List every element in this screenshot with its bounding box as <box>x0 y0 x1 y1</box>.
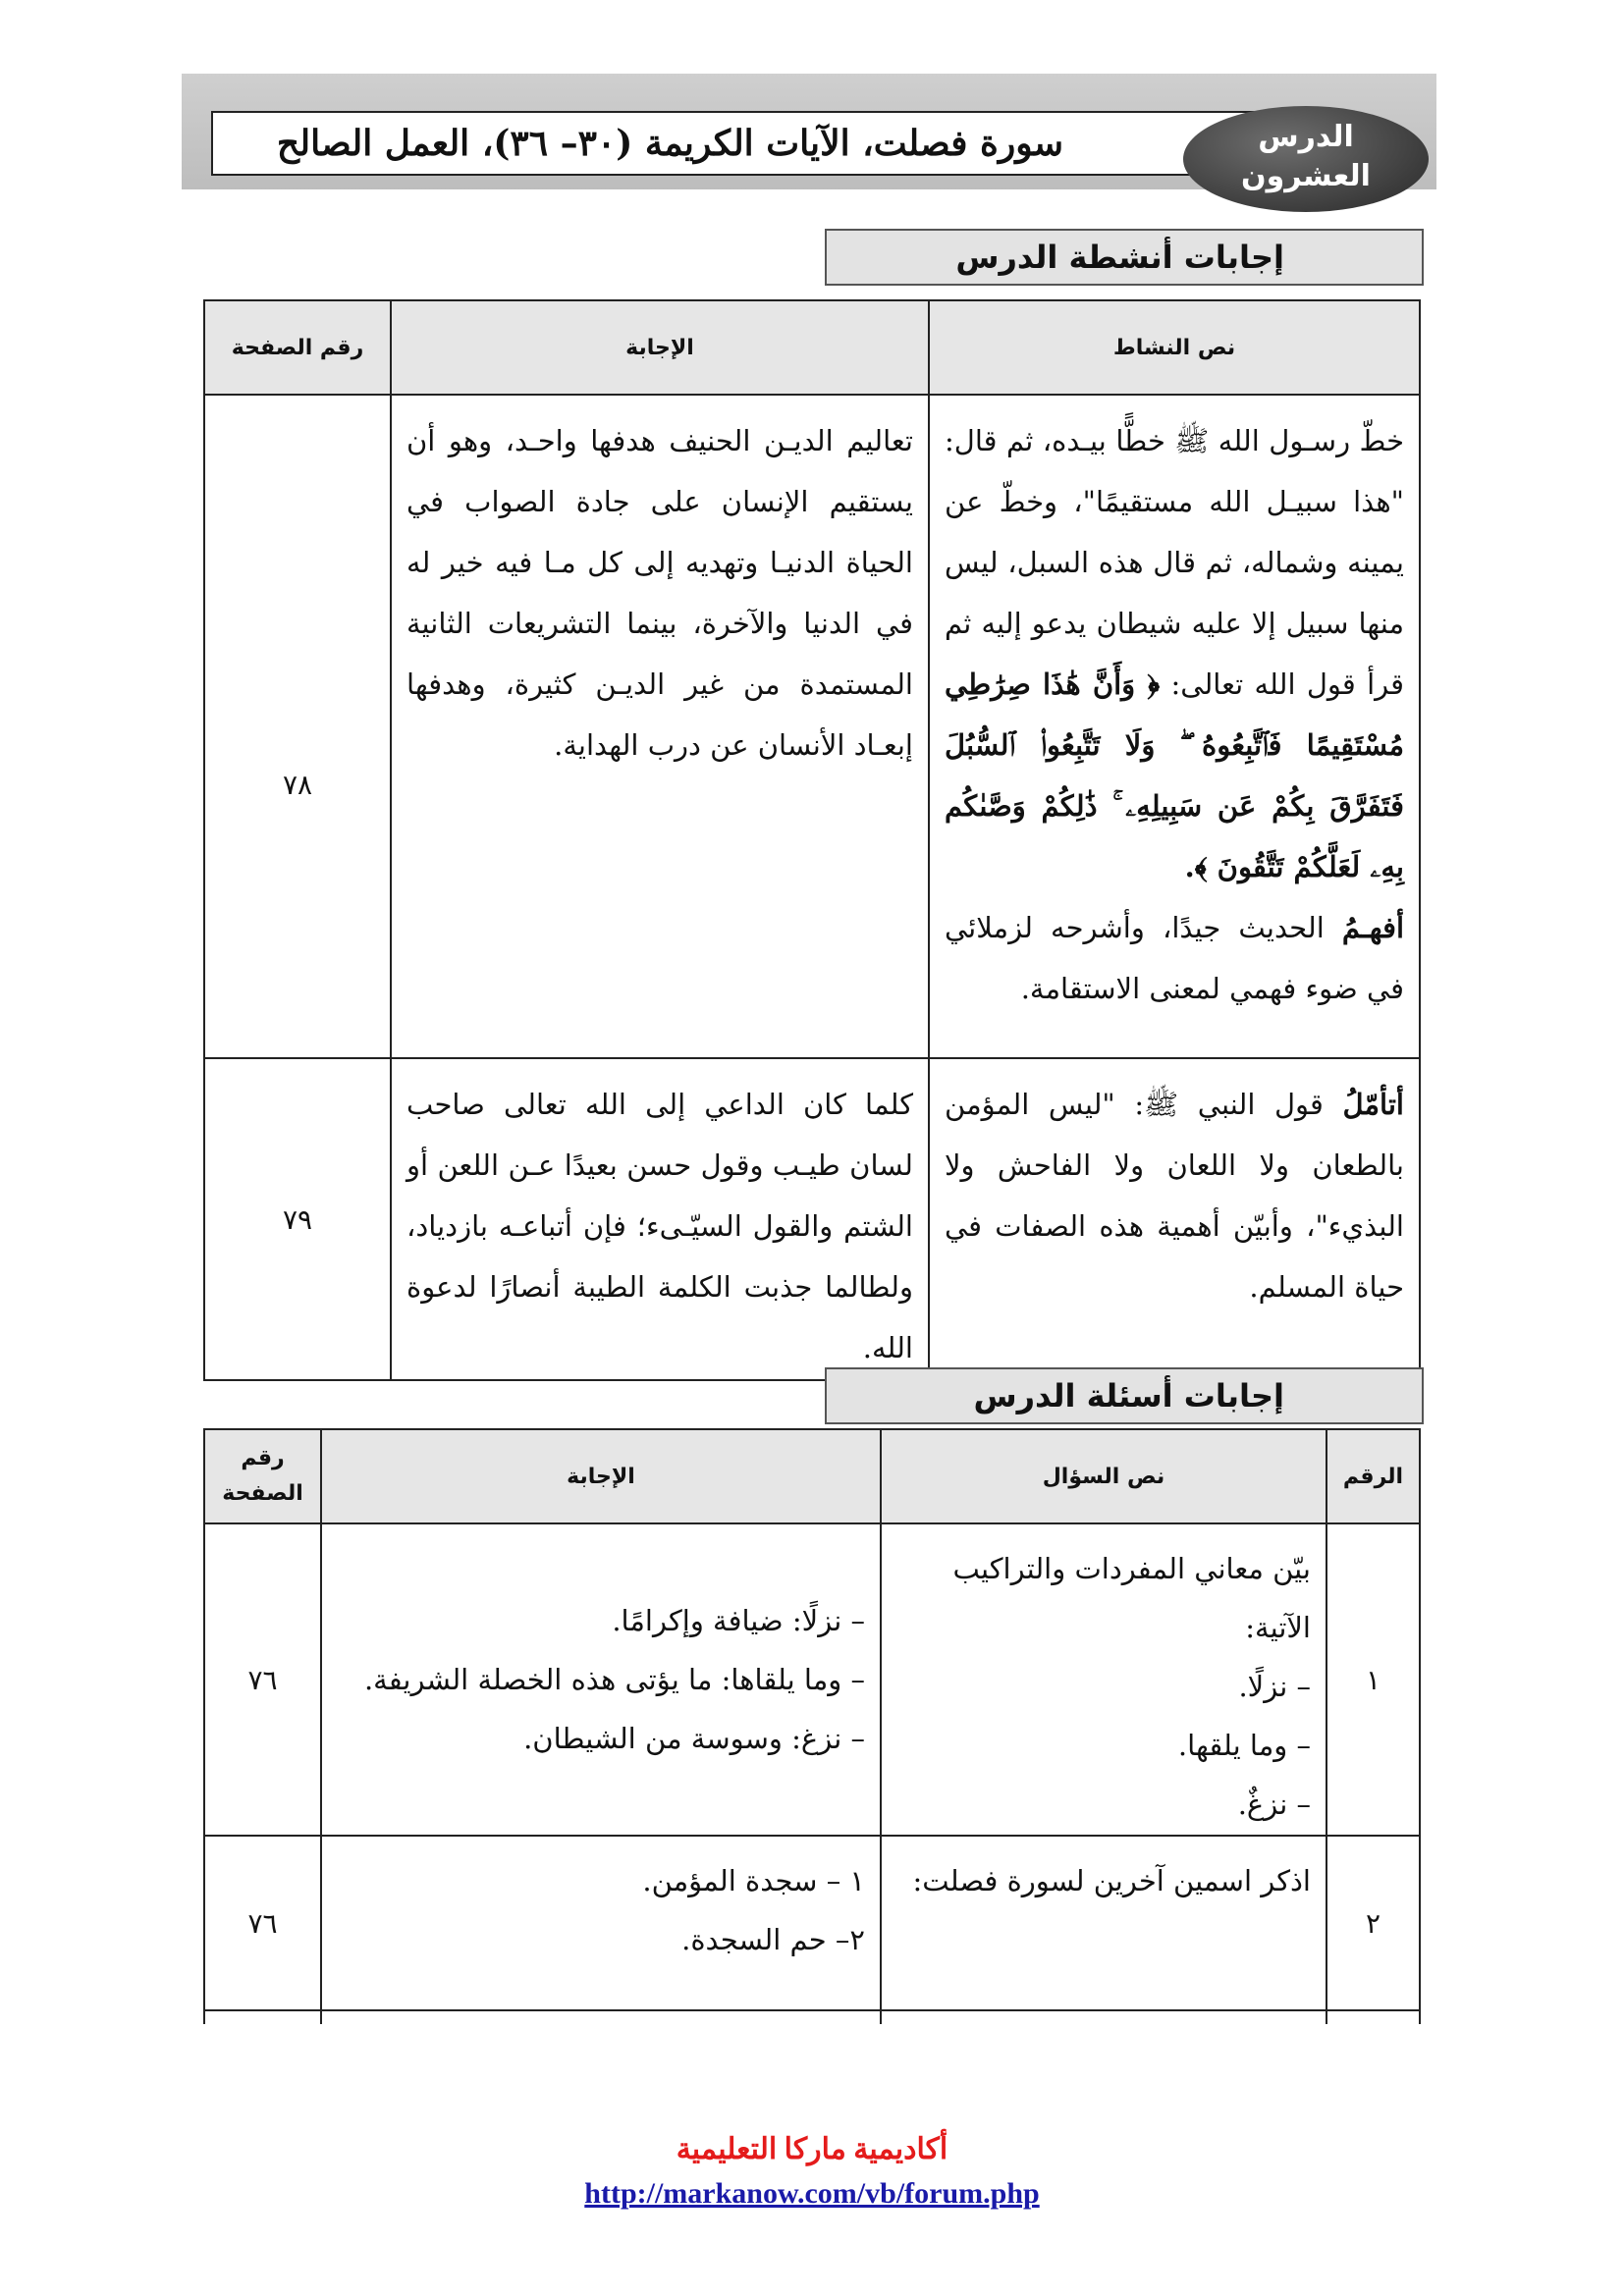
table-row <box>204 1523 1420 1836</box>
question-line: – نزلًا. <box>1238 1670 1311 1703</box>
question-line: – نزغٌ. <box>1237 1788 1311 1821</box>
question-number: ١ <box>1326 1523 1420 1836</box>
activities-table <box>203 299 1421 1381</box>
lesson-title: سورة فصلت، الآيات الكريمة (٣٠– ٣٦)، العمل الصالح <box>276 123 1063 164</box>
col-activity: نص النشاط <box>929 300 1420 395</box>
question-line: اذكر اسمين آخرين لسورة فصلت: <box>912 1864 1311 1897</box>
activity-task: الحديث جيدًا، وأشرحه لزملائي في ضوء فهمي لمعنى الاستقامة. <box>945 911 1404 1005</box>
answer-text: كلما كان الداعي إلى الله تعالى صاحب لسان طيـب وقول حسن بعيدًا عـن اللعن أو الشتم والقول السيّـىء؛ فإن أتباعـه بازدياد، ولطالما جذبت الكلمة الطيبة أنصارًا لدعوة الله. <box>406 1088 913 1364</box>
page-number: ٧٨ <box>204 395 391 1058</box>
page-number: ٧٦ <box>204 1836 321 2010</box>
empty-cell <box>881 2010 1326 2024</box>
question-cell <box>881 1836 1326 2010</box>
footer-academy-name: أكاديمية ماركا التعليمية <box>676 2133 948 2165</box>
footer-link[interactable]: http://markanow.com/vb/forum.php <box>584 2177 1040 2210</box>
table-row <box>204 1058 1420 1380</box>
activity-task-lead: أفهـمُ <box>1341 911 1405 944</box>
empty-cell <box>321 2010 881 2024</box>
col-page: رقم الصفحة <box>204 1429 321 1523</box>
answer-cell <box>321 1836 881 2010</box>
page-number: ٧٦ <box>204 1523 321 1836</box>
badge-line-2: العشرون <box>1241 159 1371 193</box>
question-line: بيّن معاني المفردات والتراكيب الآتية: <box>952 1552 1311 1644</box>
table-row-partial <box>204 2010 1420 2024</box>
col-question: نص السؤال <box>881 1429 1326 1523</box>
col-num: الرقم <box>1326 1429 1420 1523</box>
answer-line: ١ – سجدة المؤمن. <box>642 1864 865 1897</box>
col-answer: الإجابة <box>321 1429 881 1523</box>
answer-cell <box>391 395 929 1058</box>
answer-line: – وما يلقاها: ما يؤتى هذه الخصلة الشريفة. <box>363 1663 865 1696</box>
lesson-badge <box>1183 106 1429 212</box>
answer-line: – نزلًا: ضيافة وإكرامًا. <box>612 1604 865 1637</box>
answer-text: تعاليم الديـن الحنيف هدفها واحـد، وهو أن يستقيم الإنسان على جادة الصواب في الحياة الدنيـا وتهديه إلى كل مـا فيه خير له في الدنيا والآخرة، بينما التشريعات الثانية المستمدة من غير الديـن كثيرة، وهدفها إبعـاد الأنسان عن درب الهداية. <box>406 424 913 762</box>
question-line: – وما يلقها. <box>1177 1729 1311 1762</box>
quran-verse: ﴿ وَأَنَّ هَٰذَا صِرَٰطِي مُسْتَقِيمًا فَٱتَّبِعُوهُ ۖ وَلَا تَتَّبِعُوا۟ ٱلسُّبُلَ فَتَفَرَّقَ بِكُمْ عَن سَبِيلِهِۦ ۚ ذَٰلِكُمْ وَصَّىٰكُم بِهِۦ لَعَلَّكُمْ تَتَّقُونَ ﴾. <box>945 667 1404 883</box>
answer-cell <box>391 1058 929 1380</box>
questions-section-title: إجابات أسئلة الدرس <box>825 1367 1424 1424</box>
lesson-title-box <box>211 111 1276 176</box>
activity-intro: خطّ رسـول الله ﷺ خطًّا بيـده، ثم قال: "هذا سبيـل الله مستقيمًا"، وخطّ عن يمينه وشماله، ثم قال هذه السبل، ليس منها سبيل إلا عليه شيطان يدعو إليه ثم قرأ قول الله تعالى: <box>945 424 1404 701</box>
activity-cell <box>929 395 1420 1058</box>
badge-line-1: الدرس <box>1258 120 1354 154</box>
activity-lead: أتأمّلُ <box>1342 1088 1404 1121</box>
empty-cell <box>204 2010 321 2024</box>
col-page: رقم الصفحة <box>204 300 391 395</box>
table-row <box>204 395 1420 1058</box>
table-row <box>204 1836 1420 2010</box>
answer-cell <box>321 1523 881 1836</box>
empty-cell <box>1326 2010 1420 2024</box>
activities-section-title: إجابات أنشطة الدرس <box>825 229 1424 286</box>
question-cell <box>881 1523 1326 1836</box>
questions-header-row <box>204 1429 1420 1523</box>
activity-cell <box>929 1058 1420 1380</box>
answer-line: – نزغ: وسوسة من الشيطان. <box>523 1722 865 1755</box>
activities-header-row <box>204 300 1420 395</box>
questions-table <box>203 1428 1421 2024</box>
col-answer: الإجابة <box>391 300 929 395</box>
activity-text: قول النبي ﷺ: "ليس المؤمن بالطعان ولا اللعان ولا الفاحش ولا البذيء"، وأبيّن أهمية هذه الصفات في حياة المسلم. <box>945 1088 1404 1304</box>
answer-line: ٢– حم السجدة. <box>681 1923 865 1956</box>
page-number: ٧٩ <box>204 1058 391 1380</box>
question-number: ٢ <box>1326 1836 1420 2010</box>
